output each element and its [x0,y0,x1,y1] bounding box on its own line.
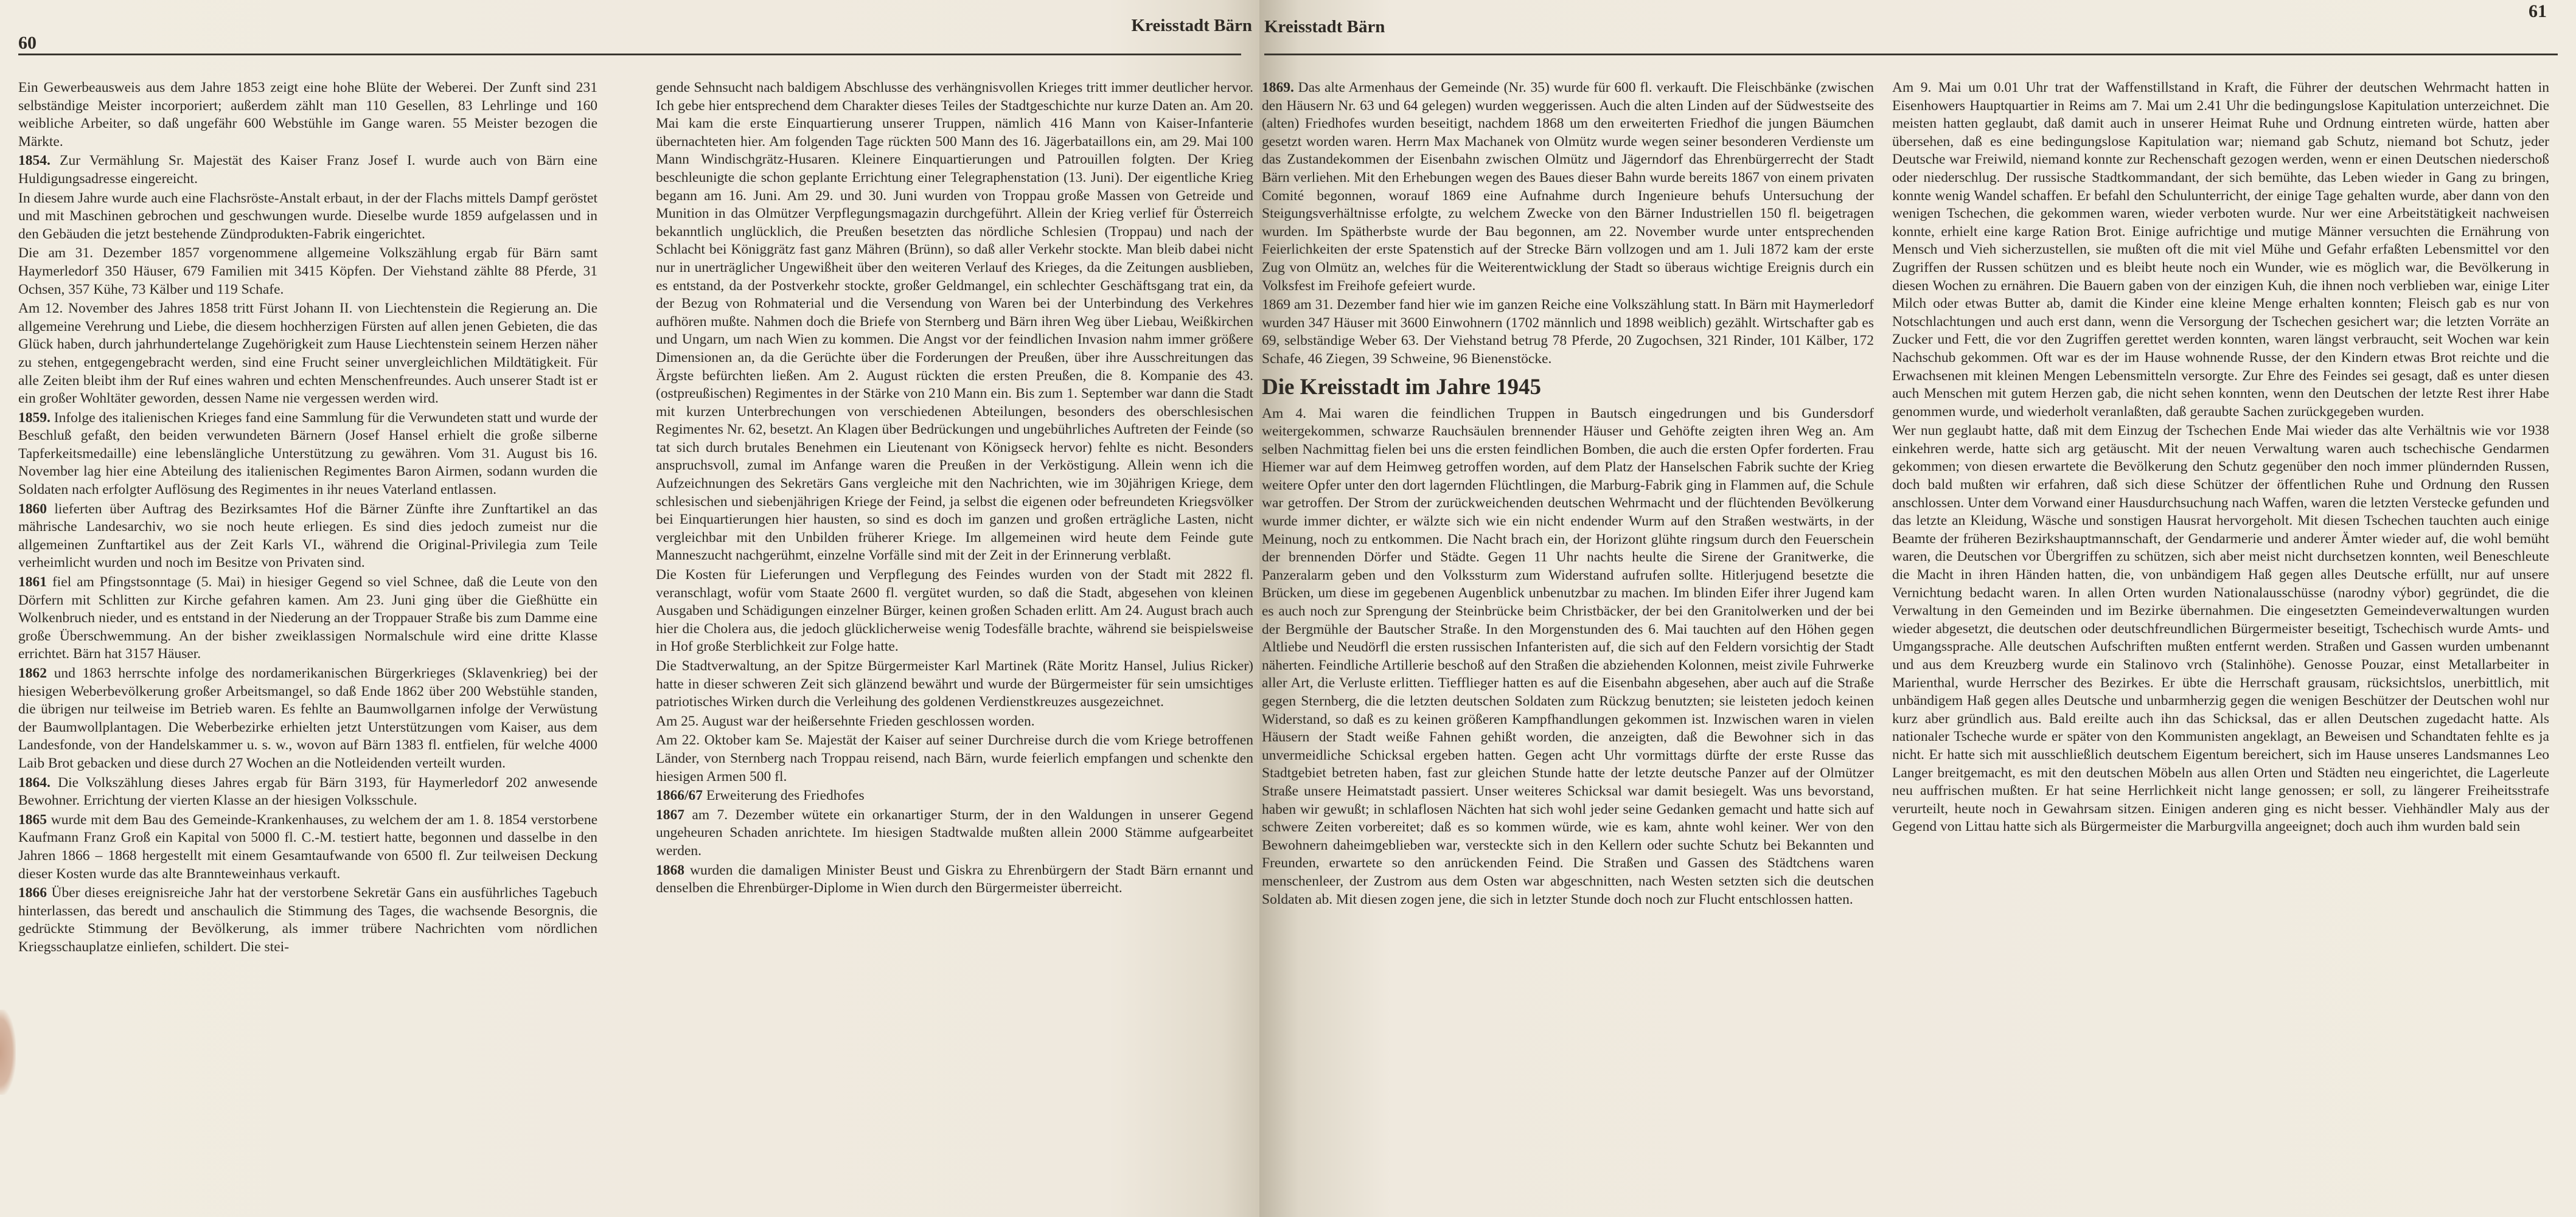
paragraph [1262,79,1874,295]
paragraph-text: 1869 am 31. Dezember fand hier wie im ganzen Reiche eine Volkszählung statt. In Bärn mit Haymerledorf wurden 347 Häuser mit 3600 Einwohnern (1702 männlich und 1898 weiblich) gezählt. Wirtschafter gab es 69, selbständige Weber 63. Der Viehstand betrug 78 Pferde, 20 Zugochsen, 321 Rinder, 101 Kälber, 172 Schafe, 46 Ziegen, 39 Schweine, 96 Bienenstöcke. [1262,297,1874,367]
paragraph [656,732,1253,786]
left-running-head: Kreisstadt Bärn [1131,16,1252,35]
paragraph-text: Die Volkszählung dieses Jahres ergab für Bärn 3193, für Haymerledorf 202 anwesende Bewohner. Errichtung der vierten Klasse an der hiesigen Volksschule. [18,774,597,809]
year-label: 1866 [18,885,47,901]
paragraph [1892,79,2549,421]
year-label: 1861 [18,574,47,591]
section-title: Die Kreisstadt im Jahre 1945 [1262,374,1542,400]
paragraph [18,79,597,151]
year-label: 1854. [18,153,50,169]
year-label: 1862 [18,665,47,681]
paragraph-text: Das alte Armenhaus der Gemeinde (Nr. 35) wurde für 600 fl. verkauft. Die Fleischbänke (zwischen den Häusern Nr. 63 und 64 gelegen) wurden weggerissen. Auch die alten Linden auf der Südwestseite des (alten) Friedhofes wurden beseitigt, nachdem 1868 um den erweiterten Friedhof die jungen Bäumchen gesetzt worden waren. Herrn Max Machanek von Olmütz wurde wegen seiner besonderen Verdienste um das Zustandekommen der Eisenbahn zwischen Olmütz und Jägerndorf das Ehrenbürgerrecht der Stadt Bärn verliehen. Mit den Erhebungen wegen des Baues dieser Bahn wurde bereits 1867 von einem privaten Comité begonnen, worauf 1869 eine Aufnahme durch Ingenieure behufs Untersuchung der Steigungsverhältnisse erfolgte, zu welchem Zwecke von den Bärner Industriellen 150 fl. beigetragen wurden. Im Spätherbste wurde der Bau begonnen, am 22. November wurde unter entsprechenden Feierlichkeiten der erste Spatenstich auf der Strecke Bärn vollzogen und am 1. Juli 1872 kam der erste Zug von Olmütz an, welches für die Weiterentwicklung der Stadt so überaus wichtige Ereignis durch ein Volksfest im Freihofe gefeiert wurde. [1262,80,1874,294]
paragraph-text: lieferten über Auftrag des Bezirksamtes Hof die Bärner Zünfte ihre Zunftartikel an das mährische Landesarchiv, wo sie noch heute erliegen. Es sind dies jedoch zumeist nur die allgemeinen Zunftartikel aus der Zeit Karls VI., während die Original-Privilegia zum Teile verheimlicht wurden und noch im Besitze von Privaten sind. [18,501,598,571]
paragraph [18,665,597,773]
year-label: 1859. [18,409,50,426]
paragraph [1892,422,2549,836]
paragraph-text: Am 22. Oktober kam Se. Majestät der Kaiser auf seiner Durchreise durch die vom Kriege betroffenen Länder, von Sternberg nach Troppau reisend, nach Bärn, wurde feierlich empfangen und schenkte den hiesigen Armen 500 fl. [656,732,1253,785]
paragraph-text: Ein Gewerbeausweis aus dem Jahre 1853 zeigt eine hohe Blüte der Weberei. Der Zunft sind 231 selbständige Meister incorporiert; außerdem zählt man 110 Gesellen, 83 Lehrlinge und 160 weibliche Arbeiter, so daß ungefähr 600 Webstühle im Gange waren. 55 Meister bezogen die Märkte. [18,80,597,150]
year-label: 1869. [1262,80,1294,95]
paragraph [18,409,597,499]
paragraph [18,300,597,408]
year-label: 1864. [18,774,50,791]
year-label: 1867 [656,806,684,823]
paragraph-text: Erweiterung des Friedhofes [706,788,865,804]
paragraph-text: Am 12. November des Jahres 1858 tritt Fürst Johann II. von Liechtenstein die Regierung an. Die allgemeine Verehrung und Liebe, die diesem hochherzigen Fürsten auf allen jenen Gebieten, die das Glück haben, durch jahrhundertelange Zugehörigkeit zum Hause Liechtenstein seinem Herzen näher zu stehen, entgegengebracht werden, sind eine Frucht seiner unvergleichlichen Mildtätigkeit. Für alle Zeiten bleibt ihm der Ruf eines wahren und echten Menschenfreundes. Auch unserer Stadt ist er ein großer Wohltäter geworden, dessen Name nie vergessen werden wird. [18,300,597,407]
right-column-2 [1892,79,2549,837]
paragraph [656,79,1253,565]
paragraph-text: Zur Vermählung Sr. Majestät des Kaiser Franz Josef I. wurde auch von Bärn eine Huldigungsadresse eingereicht. [18,153,597,187]
right-page-header [1259,0,2576,56]
paragraph [18,811,597,883]
paragraph-text: fiel am Pfingstsonntage (5. Mai) in hiesiger Gegend so viel Schnee, daß die Leute von den Dörfern mit Schlitten zur Kirche gefahren kamen. Am 23. Juni ging über die Gießhütte ein Wolkenbruch nieder, und es entstand in der Niederung an der Troppauer Straße bis zum Damme eine große Überschwemmung. An der bisher zweiklassigen Normalschule wird eine dritte Klasse errichtet. Bärn hat 3157 Häuser. [18,574,598,662]
paragraph [18,244,597,299]
paragraph-text: Am 9. Mai um 0.01 Uhr trat der Waffenstillstand in Kraft, die Führer der deutschen Wehrmacht hatten in Eisenhowers Hauptquartier in Reims am 7. Mai um 2.41 Uhr die bedingungslose Kapitulation unterzeichnet. Die meisten hatten geglaubt, daß damit auch in unserer Heimat Ruhe und Ordnung eintreten würde, hatten aber übersehen, daß es eine bedingungslose Kapitulation war; niemand gab Schutz, niemand bot Schutz, jeder Deutsche war Freiwild, niemand konnte zur Rechenschaft gezogen werden, wenn er einen Deutschen niederschoß oder niederschlug. Der russische Stadtkommandant, der sich bemühte, das Leben wieder in Gang zu bringen, konnte wenig Wandel schaffen. Er befahl den Schulunterricht, der einige Tage gehalten wurde, aber dann von den wenigen Tschechen, die gekommen waren, wieder verboten wurde. Nur wer eine Arbeitstätigkeit nachweisen konnte, erhielt eine karge Ration Brot. Einige aufrichtige und mutige Männer versuchten die Ernährung von Mensch und Vieh sicherzustellen, sie mußten oft die mit viel Mühe und Gefahr erfaßten Lebensmittel vor den Zugriffen der Russen schützen und es bleibt heute noch ein Wunder, wie es möglich war, die Bevölkerung in diesen Wochen zu ernähren. Die Bauern gaben von der einzigen Kuh, die ihnen noch verblieben war, einige Liter Milch oder etwas Butter ab, damit die Kinder eine kleine Menge erhalten konnten; Fleisch gab es nur von Notschlachtungen und auch erst dann, wenn die Versorgung der Tschechen gesichert war; die letzten Vorräte an Zucker und Fett, die vor den Zugriffen gerettet werden konnten, waren längst verbraucht, seit Wochen war kein Nachschub gekommen. Oft war es der im Hause wohnende Russe, der den Kindern etwas Brot reichte und die Erwachsenen mit kleinen Mengen Lebensmitteln versorgte. Zur Ehre des Feindes sei gesagt, daß es unter diesen auch Menschen mit gutem Herzen gab, die nicht sehen konnten, wenn den Deutschen der letzte Rest ihrer Habe genommen wurde, und wiederholt veranlaßten, daß geraubte Sachen zurückgegeben wurden. [1892,80,2549,420]
year-label: 1866/67 [656,788,703,804]
year-label: 1860 [18,501,47,517]
left-column-1 [18,79,597,958]
paragraph-text: Am 25. August war der heißersehnte Frieden geschlossen worden. [656,713,1035,729]
paragraph [656,713,1253,731]
paragraph-text: Über dieses ereignisreiche Jahr hat der verstorbene Sekretär Gans ein ausführliches Tagebuch hinterlassen, das beredt und anschaulich die Stimmung des Tages, die wachsende Besorgnis, die gedrückte Stimmung der Bevölkerung, als immer trübere Nachrichten vom nördlichen Kriegsschauplatze einliefen, schildert. Die stei- [18,885,597,955]
left-page-header [0,0,1259,56]
paragraph-text: Die Stadtverwaltung, an der Spitze Bürgermeister Karl Martinek (Räte Moritz Hansel, Julius Ricker) hatte in dieser schweren Zeit sich glänzend bewährt und wurde der Bürgermeister für sein umsichtiges patriotisches Wirken durch die Verleihung des goldenen Verdienstkreuzes ausgezeichnet. [656,658,1253,710]
paragraph [18,190,597,244]
left-page-number: 60 [18,33,37,53]
right-page-number: 61 [2529,1,2547,21]
paragraph [18,774,597,810]
thumb-shadow [0,1010,16,1095]
paragraph-text: wurden die damaligen Minister Beust und Giskra zu Ehrenbürgern der Stadt Bärn ernannt und denselben die Ehrenbürger-Diplome in Wien durch den Bürgermeister überreicht. [656,862,1253,896]
paragraph [656,862,1253,898]
paragraph [1262,405,1874,909]
paragraph [656,566,1253,656]
paragraph-text: In diesem Jahre wurde auch eine Flachsröste-Anstalt erbaut, in der der Flachs mittels Dampf geröstet und mit Maschinen gebrochen und geschwungen wurde. Dieselbe wurde 1859 aufgelassen und in den Gebäuden die jetzt bestehende Zündprodukten-Fabrik eingerichtet. [18,190,597,242]
paragraph-text: am 7. Dezember wütete ein orkanartiger Sturm, der in den Waldungen in unserer Gegend ungeheuren Schaden anrichtete. Im hiesigen Stadtwalde mußten allein 2000 Stämme aufgearbeitet werden. [656,806,1253,859]
paragraph-text: und 1863 herrschte infolge des nordamerikanischen Bürgerkrieges (Sklavenkrieg) bei der hiesigen Weberbevölkerung großer Arbeitsmangel, so daß Ende 1862 über 200 Webstühle standen, die übrigen nur teilweise im Betrieb waren. Es fehlte an Baumwollgarnen infolge der Verwüstung der Baumwollplantagen. Die Weberbezirke erhielten jetzt Unterstützungen vom Kaiser, aus dem Landesfonde, von der Handelskammer u. s. w., wovon auf Bärn 1383 fl. entfielen, für welche 4000 Laib Brot gebacken und diese durch 27 Wochen an die Notleidenden verteilt wurden. [18,665,597,771]
right-col1-after [1262,405,1874,909]
paragraph-text: Die Kosten für Lieferungen und Verpflegung des Feindes wurden von der Stadt mit 2822 fl. veranschlagt, wofür vom Staate 2600 fl. vergütet wurden, so daß die Stadt, abgesehen von kleinen Ausgaben und Schädigungen einzelner Bürger, keinen großen Schaden erlitt. Am 24. August brach auch hier die Cholera aus, die jedoch glücklicherweise wenig Todesfälle brachte, während sie beispielsweise in Hof große Sterblichkeit zur Folge hatte. [656,567,1253,655]
paragraph-text: gende Sehnsucht nach baldigem Abschlusse des verhängnisvollen Krieges tritt immer deutlicher hervor. Ich gebe hier entsprechend dem Charakter dieses Teiles der Stadtgeschichte nur kurze Daten an. Am 20. Mai kam die erste Einquartierung unserer Truppen, nämlich 416 Mann von Kaiser-Infanterie übernachteten hier. Am folgenden Tage rückten 500 Mann des 16. Jägerbataillons ein, am 29. Mai 100 Mann Windischgrätz-Husaren. Kleinere Einquartierungen und Patrouillen folgten. Der Krieg beschleunigte die schon geplante Errichtung einer Telegraphenstation (13. Juni). Der eigentliche Krieg begann am 16. Juni. Am 29. und 30. Juni wurden von Troppau große Massen von Getreide und Munition in das Olmützer Verpflegungsmagazin durchgeführt. Allein der Krieg verlief für Österreich bekanntlich unglücklich, die Preußen besetzten das nördliche Schlesien (Troppau) und nach der Schlacht bei Königgrätz fast ganz Mähren (Brünn), so daß aller Verkehr stockte. Man bleib dabei nicht nur in unerträglicher Ungewißheit über den weiteren Verlauf des Krieges, da die Zeitungen ausblieben, es entstand, da der Postverkehr stockte, großer Geldmangel, ein schlechter Geschäftsgang trat ein, da der Bezug von Rohmaterial und die Versendung von Waren bei der Unterbindung des Verkehres aufhören mußte. Nahmen doch die Briefe von Sternberg und Bärn ihren Weg über Liebau, Weißkirchen und Ungarn, um nach Wien zu kommen. Die Angst vor der feindlichen Invasion nahm immer größere Dimensionen an, da die Gerüchte über die Forderungen der Preußen, über ihre Ausschreitungen das Ärgste befürchten ließen. Am 2. August rückten die ersten Preußen, die 8. Kompanie des 43. (ostpreußischen) Regimentes in der Stärke von 210 Mann ein. Bis zum 1. September war dann die Stadt mit kurzen Unterbrechungen von verschiedenen Abteilungen, besonders des oberschlesischen Regimentes Nr. 62, besetzt. An Klagen über Bedrückungen und ungebührliches Auftreten der Feinde (so tat sich durch brutales Benehmen ein Lieutenant von Königseck hervor) fehlte es nicht. Besonders anspruchsvoll, zumal im Anfange waren die Preußen in der Verköstigung. Allein wenn ich die Aufzeichnungen des Sekretärs Gans vergleiche mit den Nachrichten, wie im 30jährigen Kriege, dem schlesischen und siebenjährigen Kriege der Feind, ja selbst die eigenen oder befreundeten Kriegsvölker bei Einquartierungen hier hausten, so sind es doch im ganzen und großen erträgliche Lasten, nicht vergleichbar mit den Unbilden früherer Kriege. Im allgemeinen wird heute dem Feinde gute Manneszucht nachgerühmt, einzelne Vorfälle sind mit der Zeit in der Erinnerung verblaßt. [656,80,1253,564]
year-label: 1865 [18,811,47,828]
paragraph [656,806,1253,861]
paragraph [18,501,597,572]
right-page [1259,0,2576,1217]
right-col1-before [1262,79,1874,369]
paragraph [656,787,1253,805]
left-column-2 [656,79,1253,899]
header-rule [1264,54,2558,55]
paragraph-text: Infolge des italienischen Krieges fand eine Sammlung für die Verwundeten statt und wurde der Beschluß gefaßt, den beiden verwundeten Bärnern (Josef Hansel erhielt die große silberne Tapferkeitsmedaille) eine lebenslängliche Unterstützung zu gewähren. Vom 31. August bis 16. November lag hier eine Abteilung des italienischen Regimentes Baron Airmen, sodann wurden die Soldaten nach erfolgter Auflösung des Regimentes in ihr neues Vaterland entlassen. [18,409,597,498]
paragraph-text: wurde mit dem Bau des Gemeinde-Krankenhauses, zu welchem der am 1. 8. 1854 verstorbene Kaufmann Franz Groß ein Kapital von 5000 fl. C.-M. testiert hatte, begonnen und dasselbe in den Jahren 1866 – 1868 hergestellt mit einem Gesamtaufwande von 6500 fl. Zur teilweisen Deckung dieser Kosten wurde das alte Brannteweinhaus verkauft. [18,811,598,882]
paragraph-text: Am 4. Mai waren die feindlichen Truppen in Bautsch eingedrungen und bis Gundersdorf weitergekommen, schwarze Rauchsäulen brennender Häuser und Gehöfte zeigten ihren Weg an. Am selben Nachmittag fielen bei uns die ersten feindlichen Bomben, die auch die ersten Opfer forderten. Frau Hiemer war auf dem Heimweg getroffen worden, auf dem Platz der Hanselschen Fabrik suchte der Krieg weitere Opfer unter den dort lagernden Flüchtlingen, die Marburg-Fabrik ging in Flammen auf, die Schule war getroffen. Der Strom der zurückweichenden deutschen Wehrmacht und der flüchtenden Bevölkerung wurde immer dichter, er wälzte sich wie ein nicht endender Wurm auf den Straßen westwärts, in der Meinung, noch zu entkommen. Die Nacht brach ein, der Horizont glühte ringsum durch den Feuerschein der brennenden Dörfer und Städte. Gegen 11 Uhr nachts heulte die Sirene der Granitwerke, die Panzeralarm geben und den Volkssturm zum Widerstand aufrufen sollte. Hitlerjugend besetzte die Brücken, um diese im gegebenen Augenblick unbenutzbar zu machen. Im blinden Eifer ihrer Jugend kam es auch noch zur Sprengung der Steinbrücke beim Christbäcker, der bei den Granitolwerken und der bei der Bergmühle der Bautscher Straße. In den Morgenstunden des 6. Mai tauchten auf den Höhen gegen Altliebe und Neudörfl die ersten russischen Infanteristen auf, die sich auf den Feldern vorsichtig der Stadt näherten. Feindliche Artillerie beschoß auf den Straßen die abziehenden Kolonnen, meist zivile Fuhrwerke aller Art, die Verluste erlitten. Tiefflieger hatten es auf die Eisenbahn abgesehen, aber auch auf die Straße gegen Sternberg, die die letzten deutschen Soldaten zum Rückzug benutzten; sie leisteten jedoch keinen Widerstand, so daß es zu keinen größeren Kampfhandlungen gekommen ist. Inzwischen waren in vielen Häusern der Stadt weiße Fahnen gehißt worden, die anzeigten, daß die Bewohner sich in das unvermeidliche Schicksal ergeben hatten. Gegen acht Uhr vormittags dürfte der erste Russe das Stadtgebiet betreten haben, fast zur gleichen Stunde hatte der letzte deutsche Panzer auf der Olmützer Straße unsere Heimatstadt passiert. Unser weiteres Schicksal war damit besiegelt. Was uns bevorstand, haben wir gewußt; in schlaflosen Nächten hat sich wohl jeder seine Gedanken gemacht und hatte sich auf schwere Zeiten vorbereitet; daß es so kommen würde, wie es kam, ahnte wohl keiner. Wer von den Bewohnern daheimgeblieben war, versteckte sich in den Kellern oder suchte Schutz bei Bekannten und Freunden, erwartete so den anrückenden Feind. Die Straßen und Gassen des Städtchens waren menschenleer, der Zustrom aus dem Osten war abgeschnitten, nach Westen setzten sich die deutschen Soldaten ab. Mit diesen zogen jene, die sich in letzter Stunde doch noch zur Flucht entschlossen hatten. [1262,405,1874,907]
paragraph-text: Wer nun geglaubt hatte, daß mit dem Einzug der Tschechen Ende Mai wieder das alte Verhältnis wie vor 1938 einkehren werde, hatte sich arg getäuscht. Mit der neuen Verwaltung waren auch tschechische Gendarmen gekommen; von diesen erwartete die Bevölkerung den Schutz gegenüber den noch immer plündernden Russen, doch bald mußten wir erfahren, daß sich diese Schützer der öffentlichen Ruhe und Ordnung den Russen anschlossen. Unter dem Vorwand einer Hausdurchsuchung nach Waffen, waren die letzten Verstecke gefunden und das letzte an Kleidung, Wäsche und sonstigen Hausrat hervorgeholt. Mit diesen Tschechen tauchten auch einige Beamte der früheren Bezirkshauptmannschaft, der Gendarmerie und anderer Ämter wieder auf, die wohl bemüht waren, die Deutschen vor Übergriffen zu schützen, sich aber meist nicht durchsetzen konnten, weil Beneschleute die Macht in ihren Händen hatten, die, von unbändigem Haß gegen alles Deutsche erfüllt, nur auf unsere Vernichtung bedacht waren. In allen Orten wurden Nationalausschüsse (narodny výbor) gegründet, die die Verwaltung in den Gemeinden und im Bezirke übernahmen. Die eingesetzten Gemeindeverwaltungen wurden wieder abgesetzt, die deutschen oder deutschfreundlichen Bürgermeister beseitigt, Tschechisch wurde Amts- und Umgangssprache. Alle deutschen Aufschriften mußten entfernt werden. Straßen und Gassen wurden umbenannt und aus dem Kreuzberg wurde ein Stalinovo vrch (Stalinhöhe). Genosse Pouzar, einst Metallarbeiter in Marienthal, wurde Herrscher des Bezirkes. Er übte die Herrschaft grausam, rücksichtslos, unerbittlich, mit unbändigem Haß gegen alles Deutsche und unbarmherzig gegen die wenigen Beschützer der Deutschen wohl nur kurz aber gründlich aus. Bald ereilte auch ihn das Schicksal, das er allen Deutschen zugedacht hatte. Als nationaler Tscheche wurde er später von den Kommunisten angeklagt, an Beweisen und Schandtaten fehlte es ja nicht. Er hatte sich mit ausschließlich deutschem Eigentum bereichert, sich im Hause unseres Landsmannes Leo Langer breitgemacht, es mit den deutschen Möbeln aus allen Orten und Städten neu eingerichtet, die Lagerleute neu auffrischen mußten. Er hat seine Herrlichkeit nicht lange genossen; er soll, zu längerer Freiheitsstrafe verurteilt, heute noch in Gewahrsam sitzen. Einigen anderen ging es nicht besser. Viehhändler Maly aus der Gegend von Littau hatte sich als Bürgermeister die Marburgvilla angeeignet; doch auch ihm wurden bald sein [1892,423,2549,835]
paragraph [656,657,1253,712]
paragraph [18,884,597,956]
left-page [0,0,1259,1217]
right-running-head: Kreisstadt Bärn [1264,17,1385,36]
header-rule [18,54,1241,55]
paragraph [18,152,597,188]
paragraph-text: Die am 31. Dezember 1857 vorgenommene allgemeine Volkszählung ergab für Bärn samt Haymerledorf 350 Häuser, 679 Familien mit 3415 Köpfen. Der Viehstand zählte 88 Pferde, 31 Ochsen, 357 Kühe, 73 Kälber und 119 Schafe. [18,245,597,297]
right-column-1 [1262,79,1874,910]
paragraph [1262,296,1874,368]
year-label: 1868 [656,862,684,878]
paragraph [18,574,597,664]
